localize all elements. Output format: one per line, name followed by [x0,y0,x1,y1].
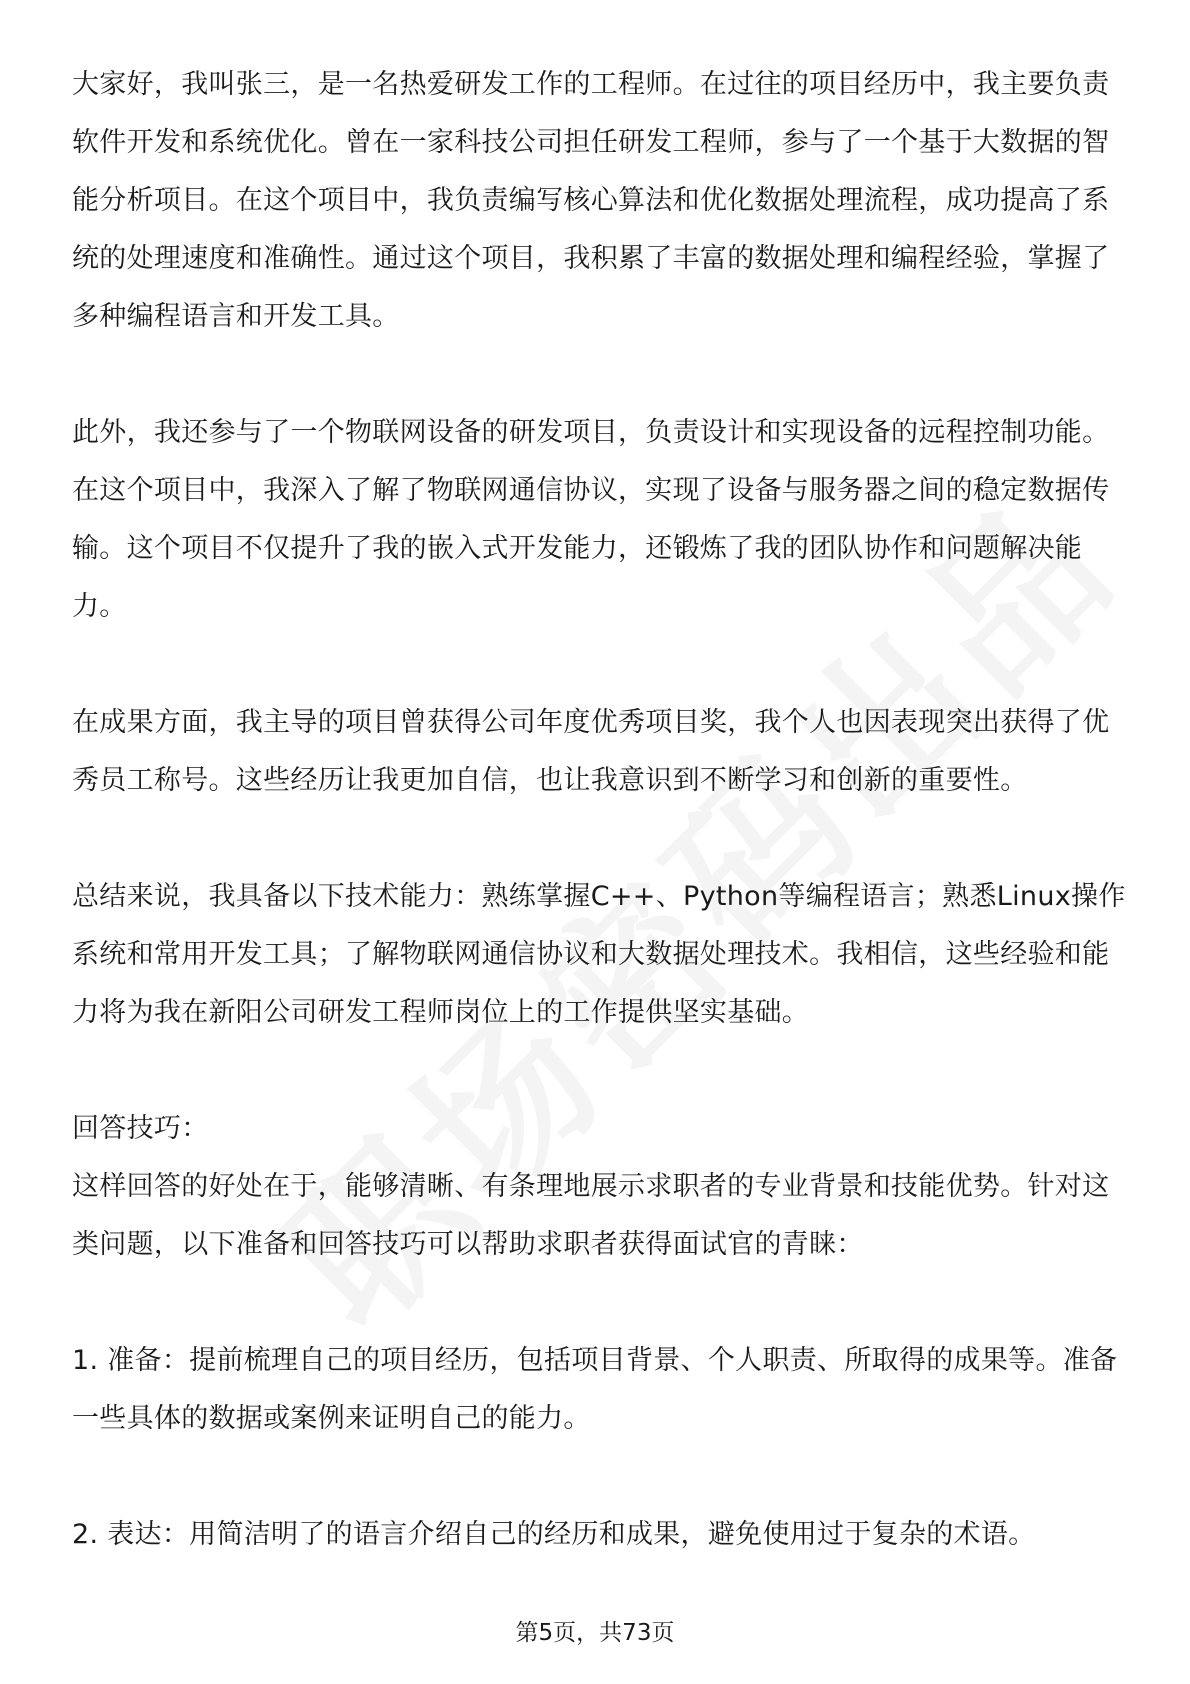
tips-intro: 这样回答的好处在于，能够清晰、有条理地展示求职者的专业背景和技能优势。针对这类问题，以下准备和回答技巧可以帮助求职者获得面试官的青睐： [72,1171,1110,1260]
document-body [72,56,1130,1564]
paragraph-summary: 总结来说，我具备以下技术能力：熟练掌握C++、Python等编程语言；熟悉Linux操作系统和常用开发工具；了解物联网通信协议和大数据处理技术。我相信，这些经验和能力将为我在新阳公司研发工程师岗位上的工作提供坚实基础。 [72,881,1126,1028]
paragraph-achievements: 在成果方面，我主导的项目曾获得公司年度优秀项目奖，我个人也因表现突出获得了优秀员工称号。这些经历让我更加自信，也让我意识到不断学习和创新的重要性。 [72,707,1110,796]
page-number: 第5页，共73页 [515,1620,675,1646]
paragraph-intro: 大家好，我叫张三，是一名热爱研发工作的工程师。在过往的项目经历中，我主要负责软件开发和系统优化。曾在一家科技公司担任研发工程师，参与了一个基于大数据的智能分析项目。在这个项目中，我负责编写核心算法和优化数据处理流程，成功提高了系统的处理速度和准确性。通过这个项目，我积累了丰富的数据处理和编程经验，掌握了多种编程语言和开发工具。 [72,69,1110,332]
paragraph-iot-project: 此外，我还参与了一个物联网设备的研发项目，负责设计和实现设备的远程控制功能。在这个项目中，我深入了解了物联网通信协议，实现了设备与服务器之间的稳定数据传输。这个项目不仅提升了我的嵌入式开发能力，还锻炼了我的团队协作和问题解决能力。 [72,417,1110,622]
tip-item-express: 2. 表达：用简洁明了的语言介绍自己的经历和成果，避免使用过于复杂的术语。 [72,1519,1036,1550]
tips-heading: 回答技巧： [72,1113,209,1144]
tip-item-prepare: 1. 准备：提前梳理自己的项目经历，包括项目背景、个人职责、所取得的成果等。准备一些具体的数据或案例来证明自己的能力。 [72,1345,1118,1434]
